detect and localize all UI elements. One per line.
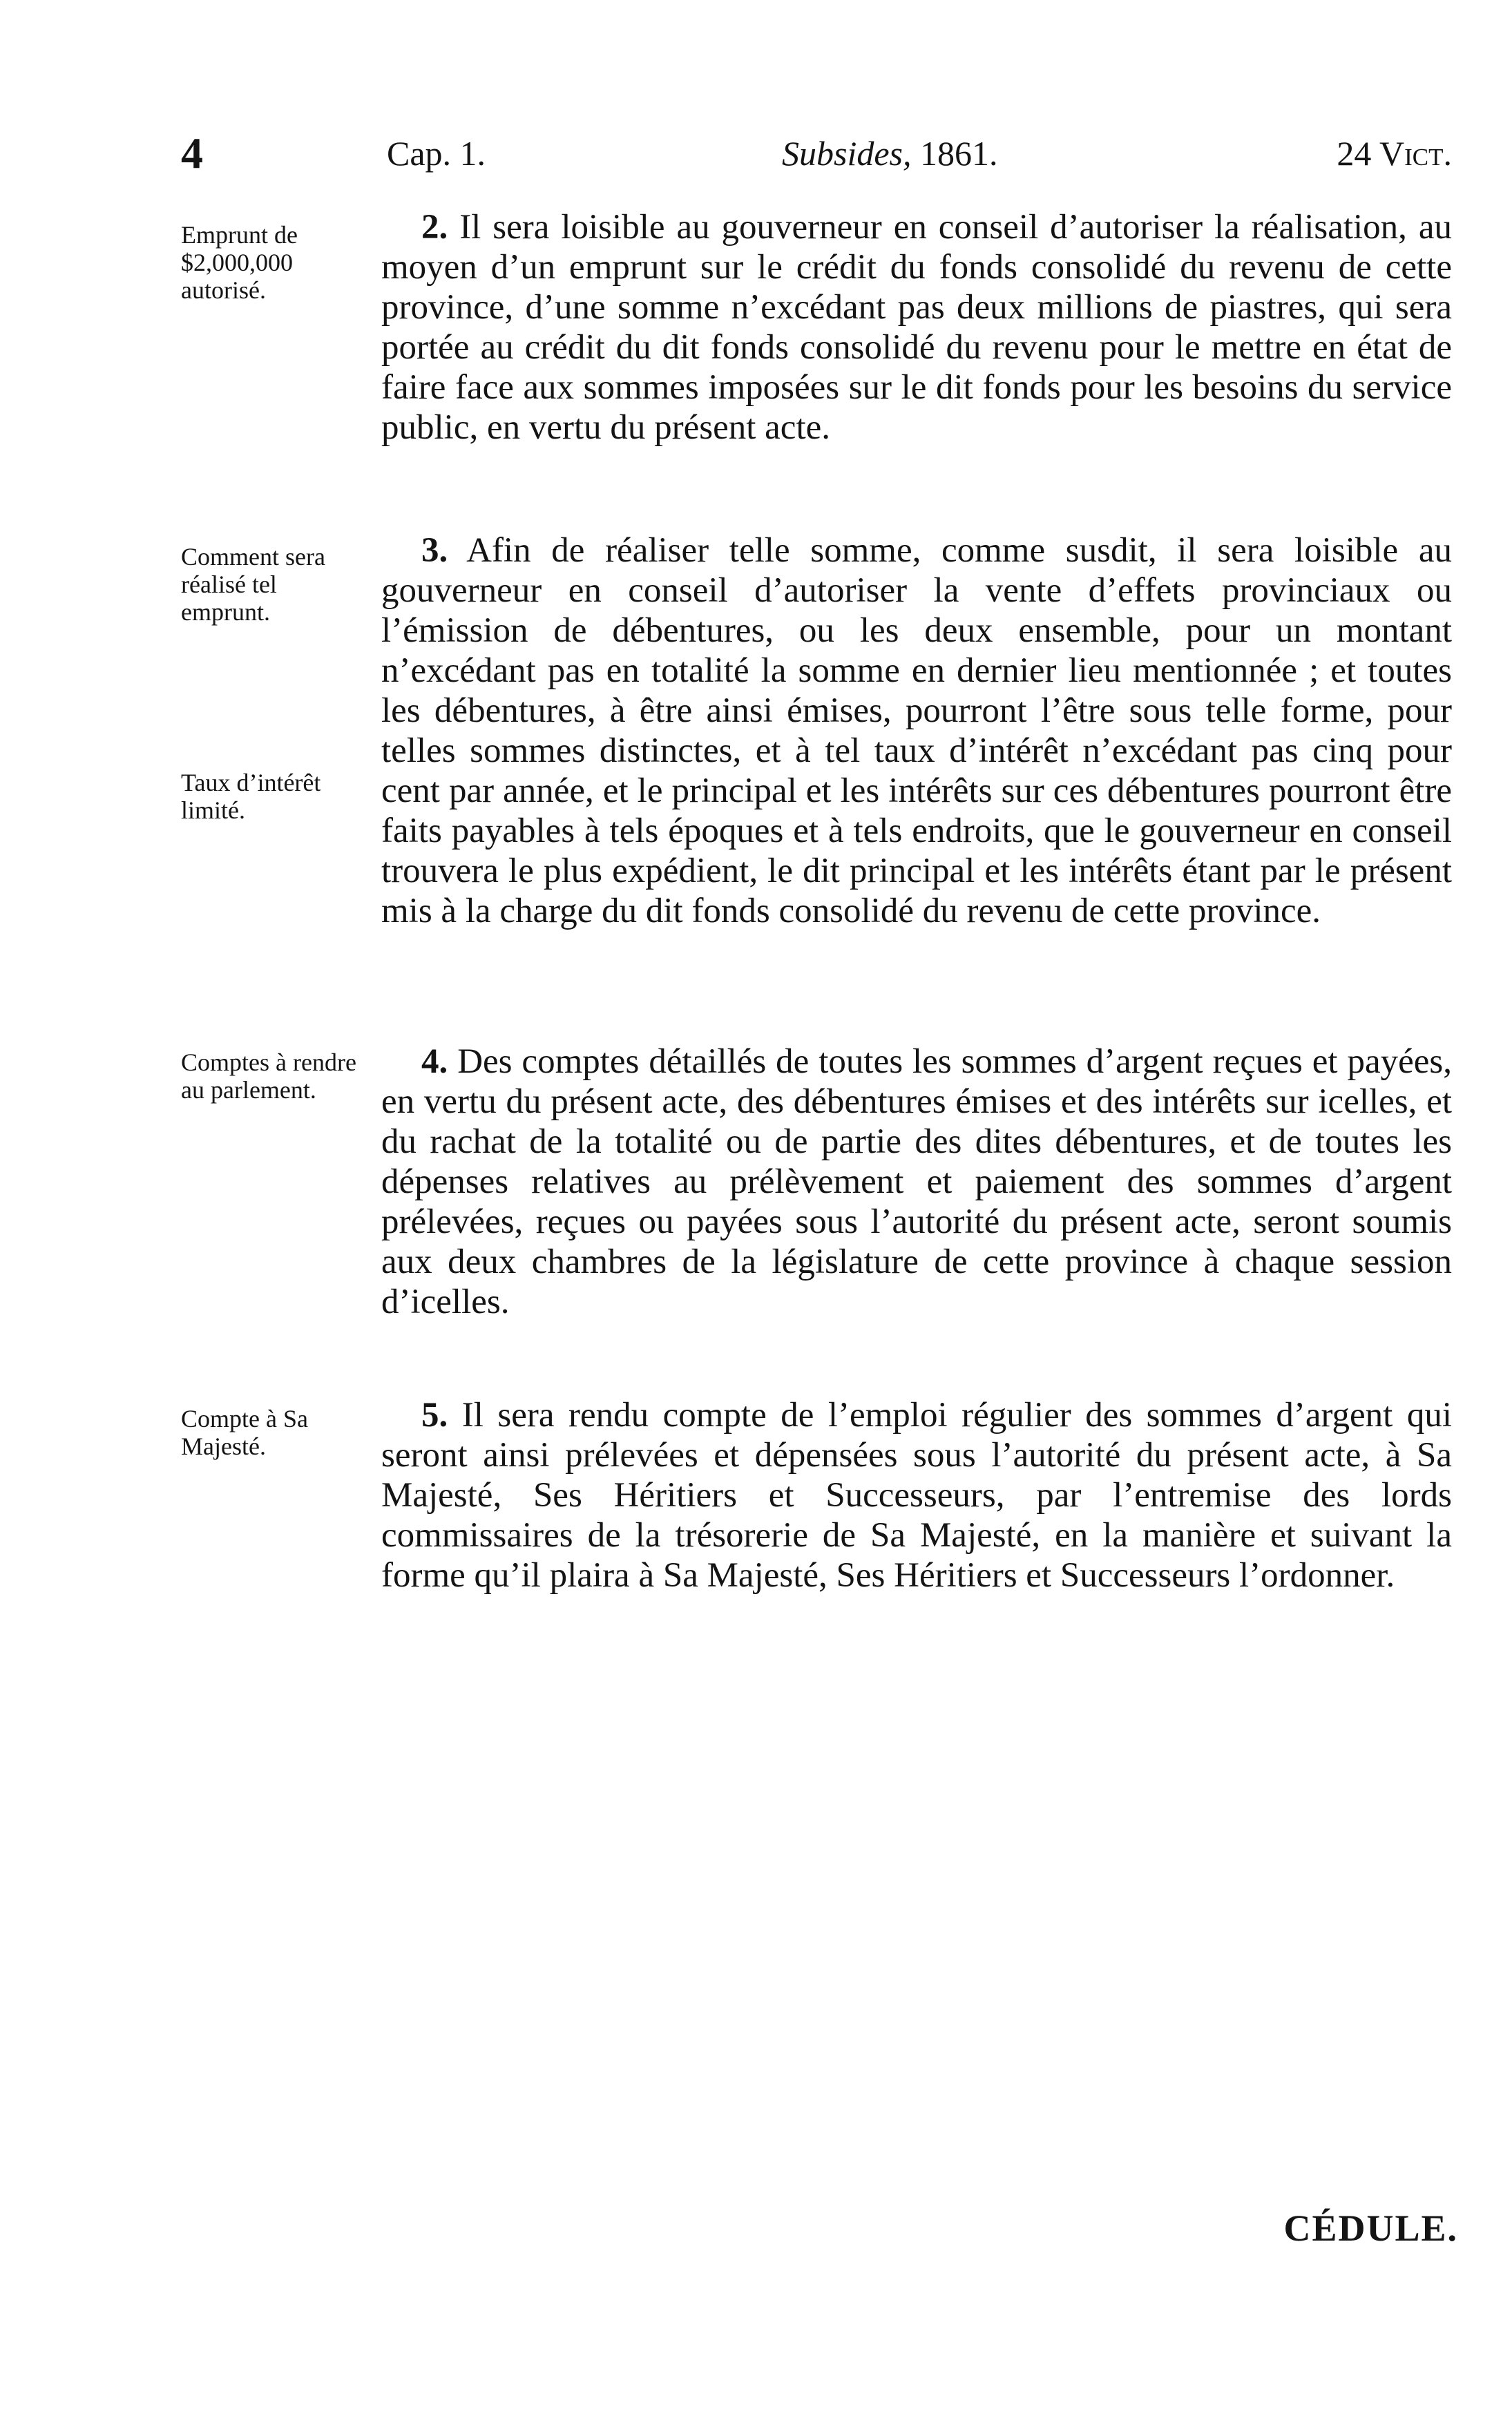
running-header — [181, 128, 1452, 183]
running-title-year: 1861. — [911, 134, 998, 173]
margin-note: Emprunt de $2,000,000 autorisé. — [181, 221, 298, 304]
margin-note: Comptes à rendre au parlement. — [181, 1048, 356, 1104]
margin-note: Compte à Sa Majesté. — [181, 1405, 308, 1460]
section-number: 3. — [421, 531, 448, 570]
section-body — [381, 530, 1452, 931]
margin-note: Taux d’intérêt limité. — [181, 769, 321, 824]
section-text: Afin de réaliser telle somme, comme susdit, il sera loisible au gouverneur en conseil d’autoriser la vente d’effets provinciaux ou l’émission de débentures, ou les deux ensemble, pour un montant n’excédant pas en totalité la somme en dernier lieu mentionnée ; et toutes les débentures, à être ainsi émises, pourront l’être sous telle forme, pour telles sommes distinctes, et à tel taux d’intérêt n’excédant pas cinq pour cent par année, et le principal et les intérêts sur ces débentures pourront être faits payables à tels époques et à tels endroits, que le gouverneur en conseil trouvera le plus expédient, le dit principal et les intérêts étant par le présent mis à la charge du dit fonds consolidé du revenu de cette province. — [381, 531, 1452, 930]
section-body — [381, 207, 1452, 448]
section-text: Des comptes détaillés de toutes les sommes d’argent reçues et payées, en vertu du présent acte, des débentures émises et des intérêts sur icelles, et du rachat de la totalité ou de partie des dites débentures, et de toutes les dépenses relatives au prélèvement et paiement des sommes d’argent prélevées, reçues ou payées sous l’autorité du présent acte, seront soumis aux deux chambres de la législature de cette province à chaque session d’icelles. — [381, 1042, 1453, 1321]
section-number: 5. — [421, 1396, 448, 1435]
running-title — [782, 133, 998, 173]
section-number: 4. — [421, 1042, 448, 1081]
section-text: Il sera rendu compte de l’emploi régulier des sommes d’argent qui seront ainsi prélevées et dépensées sous l’autorité du présent acte, à Sa Majesté, Ses Héritiers et Successeurs, par l’entremise des lords commissaires de la trésorerie de Sa Majesté, en la manière et suivant la forme qu’il plaira à Sa Majesté, Ses Héritiers et Successeurs l’ordonner. — [381, 1396, 1453, 1595]
section-body — [381, 1395, 1452, 1595]
section-body — [381, 1042, 1452, 1322]
chapter-label: Cap. 1. — [387, 134, 486, 173]
page-number: 4 — [181, 128, 203, 178]
regnal-year: 24 Vict. — [1337, 134, 1452, 173]
running-title-text: Subsides, — [782, 134, 912, 173]
catchword: CÉDULE. — [1283, 2207, 1458, 2249]
section-text: Il sera loisible au gouverneur en conseil d’autoriser la réalisation, au moyen d’un emprunt sur le crédit du fonds consolidé du revenu de cette province, d’une somme n’excédant pas deux millions de piastres, qui sera portée au crédit du dit fonds consolidé du revenu pour le mettre en état de faire face aux sommes imposées sur le dit fonds pour les besoins du service public, en vertu du présent acte. — [381, 208, 1453, 447]
section-number: 2. — [421, 208, 448, 247]
margin-note: Comment sera réalisé tel emprunt. — [181, 543, 325, 626]
